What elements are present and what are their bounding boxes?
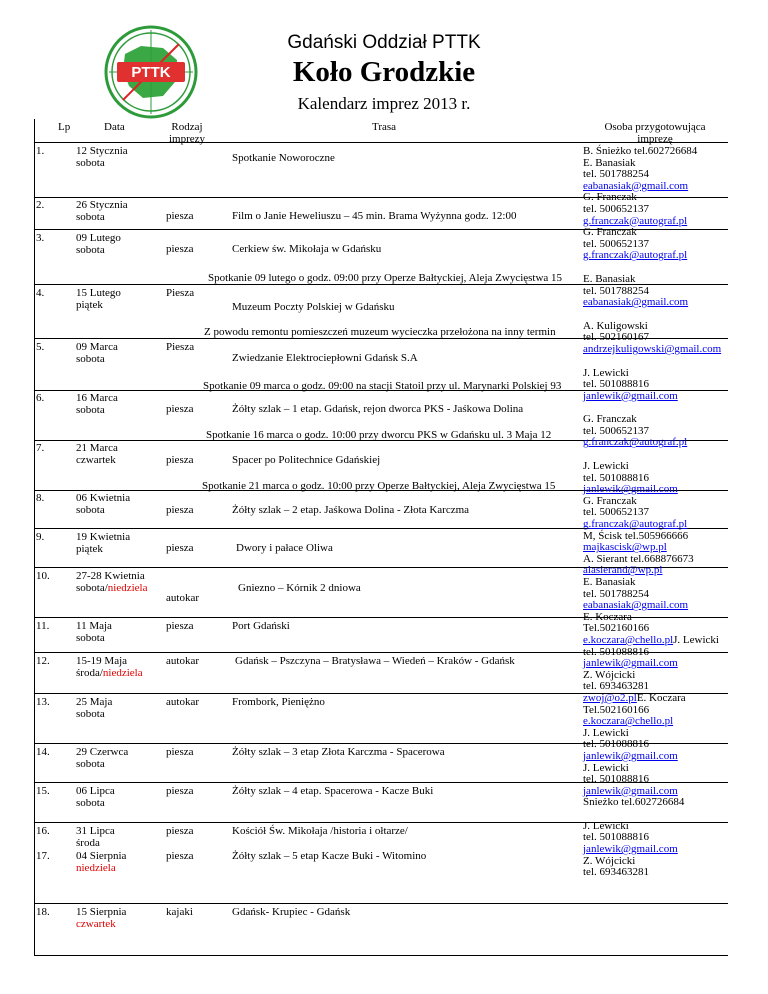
contact-line: B. Śnieżko tel.602726684	[583, 145, 698, 157]
contact-line[interactable]	[583, 436, 721, 448]
row-date: 29 Czerwca sobota	[76, 746, 129, 770]
contact-line[interactable]	[583, 249, 721, 261]
row-number: 5.	[36, 341, 45, 353]
contact-line	[583, 355, 721, 367]
contact-line: tel. 502160167	[583, 331, 649, 344]
row-number: 11.	[36, 620, 50, 632]
row-type: autokar	[166, 655, 199, 667]
row-route: Cerkiew św. Mikołaja w Gdańsku	[232, 243, 382, 255]
contact-line: tel. 501088816	[583, 773, 649, 786]
contact-line: A. Kuligowski	[583, 319, 648, 332]
row-route: Film o Janie Heweliuszu – 45 min. Brama Wyżynna godz. 12:00	[232, 210, 517, 222]
row-date: 15 Lutego piątek	[76, 287, 121, 311]
email-link[interactable]: eabanasiak@gmail.com	[583, 296, 689, 309]
contact-line[interactable]	[583, 215, 721, 227]
contact-line: tel. 693463281	[583, 866, 649, 879]
email-link[interactable]: janlewik@gmail.com	[583, 389, 678, 402]
contact-line: G. Franczak	[583, 494, 637, 507]
row-number: 18.	[36, 906, 50, 918]
row-number: 7.	[36, 442, 45, 454]
contact-line: J. Lewicki	[583, 460, 629, 473]
row-route: Zwiedzanie Elektrociepłowni Gdańsk S.A	[232, 352, 418, 364]
contact-line[interactable]	[583, 541, 721, 553]
row-date: 09 Lutego sobota	[76, 232, 121, 256]
row-date: 27-28 Kwietnia sobota/niedziela	[76, 570, 148, 594]
contact-line: tel. 500652137	[583, 237, 649, 250]
row-date: 12 Stycznia sobota	[76, 145, 128, 169]
email-link[interactable]: g.franczak@autograf.pl	[583, 214, 688, 227]
contact-line[interactable]: zwoj@o2.plE. Koczara	[583, 691, 686, 704]
contact-line: E. Banasiak	[583, 156, 636, 169]
col-header-osoba: Osoba przygotowująca imprezę	[604, 121, 706, 145]
row-number: 8.	[36, 492, 45, 504]
contact-line: tel. 501788254	[583, 168, 649, 181]
contact-line: E. Banasiak	[583, 576, 636, 588]
contact-line: J. Lewicki	[583, 366, 629, 379]
contact-line: Tel.502160166	[583, 703, 650, 716]
contact-line: tel. 501088816	[583, 738, 649, 751]
logo-text: PTTK	[131, 64, 171, 81]
row-type: autokar	[166, 592, 199, 604]
contact-line: tel. 501788254	[583, 284, 649, 297]
note-row: Spotkanie 09 marca o godz. 09:00 na stacji Statoil przy ul. Marynarki Polskiej 93	[203, 380, 562, 392]
email-link[interactable]: janlewik@gmail.com	[583, 784, 678, 797]
contact-line: E. Banasiak	[583, 272, 636, 285]
contact-line[interactable]	[583, 180, 721, 192]
contact-line[interactable]	[583, 296, 721, 308]
row-type: piesza	[166, 746, 194, 758]
row-number: 12.	[36, 655, 50, 667]
row-type: piesza	[166, 620, 194, 632]
row-number: 9.	[36, 531, 45, 543]
row-type: Piesza	[166, 341, 195, 353]
row-route: Gdańsk – Pszczyna – Bratysława – Wiedeń – Kraków - Gdańsk	[235, 655, 515, 667]
contact-line[interactable]	[583, 343, 721, 355]
row-type: kajaki	[166, 906, 193, 918]
contact-line: G. Franczak	[583, 413, 637, 426]
email-link[interactable]: g.franczak@autograf.pl	[583, 518, 688, 531]
contact-line: J. Lewicki	[583, 761, 629, 774]
contact-line[interactable]	[583, 715, 721, 727]
contact-line: tel. 501088816	[583, 378, 649, 391]
contact-line: tel. 501088816	[583, 471, 649, 484]
note-row: Z powodu remontu pomieszczeń muzeum wycieczka przełożona na inny termin	[204, 326, 556, 338]
row-type: piesza	[166, 403, 194, 415]
contact-line	[583, 808, 721, 820]
contact-line	[583, 448, 721, 460]
contact-line: tel. 501788254	[583, 587, 649, 600]
row-route: Dwory i pałace Oliwa	[236, 542, 333, 554]
email-link[interactable]: e.koczara@chello.pl	[583, 715, 674, 728]
row-route: Kościół Św. Mikołaja /historia i ołtarze/	[232, 825, 408, 837]
contact-line[interactable]	[583, 843, 721, 855]
contact-line: Tel.502160166	[583, 622, 650, 635]
contact-column	[583, 145, 721, 878]
row-number: 17.	[36, 850, 50, 862]
contact-line: E. Koczara	[583, 610, 632, 623]
email-link[interactable]: g.franczak@autograf.pl	[583, 249, 688, 262]
row-route: Gdańsk- Krupiec - Gdańsk	[232, 906, 351, 918]
contact-line: tel. 501088816	[583, 645, 649, 658]
email-link[interactable]: janlewik@gmail.com	[583, 657, 678, 670]
contact-line: tel. 500652137	[583, 424, 649, 437]
col-header-rodzaj: Rodzaj imprezy	[168, 121, 206, 145]
contact-line[interactable]: e.koczara@chello.plJ. Lewicki	[583, 633, 719, 646]
contact-line: Z. Wójcicki	[583, 854, 636, 867]
note-row: Spotkanie 09 lutego o godz. 09:00 przy Operze Bałtyckiej, Aleja Zwycięstwa 15	[208, 272, 563, 284]
row-type: piesza	[166, 243, 194, 255]
contact-line	[583, 401, 721, 413]
contact-line: tel. 501088816	[583, 831, 649, 844]
contact-line: tel. 693463281	[583, 680, 649, 693]
row-route: Muzeum Poczty Polskiej w Gdańsku	[232, 301, 395, 313]
row-date: 09 Marca sobota	[76, 341, 118, 365]
contact-line: J. Lewicki	[583, 726, 629, 739]
note-row: Spotkanie 16 marca o godz. 10:00 przy dworcu PKS w Gdańsku ul. 3 Maja 12	[206, 429, 552, 441]
contact-line[interactable]	[583, 750, 721, 762]
row-route: Żółty szlak – 2 etap. Jaśkowa Dolina - Złota Karczma	[232, 504, 470, 516]
row-date: 26 Stycznia sobota	[76, 199, 128, 223]
email-link[interactable]: majkascisk@wp.pl	[583, 541, 667, 554]
row-number: 15.	[36, 785, 50, 797]
contact-line: M, Ścisk tel.505966666	[583, 529, 689, 542]
row-date: 06 Kwietnia sobota	[76, 492, 131, 516]
row-number: 14.	[36, 746, 50, 758]
email-link[interactable]: andrzejkuligowski@gmail.com	[583, 342, 722, 355]
contact-line: Śnieżko tel.602726684	[583, 796, 685, 809]
email-link[interactable]: janlewik@gmail.com	[583, 483, 678, 496]
row-route: Żółty szlak – 3 etap Złota Karczma - Spacerowa	[232, 746, 445, 758]
row-date: 19 Kwietnia piątek	[76, 531, 131, 555]
row-route: Spacer po Politechnice Gdańskiej	[232, 454, 381, 466]
row-date: 11 Maja sobota	[76, 620, 112, 644]
row-type: piesza	[166, 542, 194, 554]
col-header-lp: Lp	[58, 121, 71, 133]
row-date: 21 Marca czwartek	[76, 442, 118, 466]
email-link[interactable]: eabanasiak@gmail.com	[583, 599, 689, 612]
col-header-data: Data	[104, 121, 125, 133]
contact-line: G. Franczak	[583, 191, 637, 204]
contact-line: G. Franczak	[583, 226, 637, 239]
row-type: piesza	[166, 825, 194, 837]
row-type: Piesza	[166, 287, 195, 299]
contact-line: tel. 500652137	[583, 506, 649, 519]
contact-line: tel. 500652137	[583, 202, 649, 215]
row-number: 10.	[36, 570, 50, 582]
row-date: 15 Sierpnia czwartek	[76, 906, 127, 930]
note-row: Spotkanie 21 marca o godz. 10:00 przy Operze Bałtyckiej, Aleja Zwycięstwa 15	[202, 480, 556, 492]
row-route: Żółty szlak – 4 etap. Spacerowa - Kacze Buki	[232, 785, 434, 797]
row-date: 06 Lipca sobota	[76, 785, 115, 809]
row-date: 25 Maja sobota	[76, 696, 113, 720]
contact-line: Z. Wójcicki	[583, 668, 636, 681]
row-route: Żółty szlak – 1 etap. Gdańsk, rejon dworca PKS - Jaśkowa Dolina	[232, 403, 524, 415]
row-type: piesza	[166, 785, 194, 797]
row-date: 15-19 Maja środa/niedziela	[76, 655, 143, 679]
row-route: Spotkanie Noworoczne	[232, 152, 335, 164]
contact-line	[583, 261, 721, 273]
contact-line[interactable]	[583, 599, 721, 611]
contact-line[interactable]	[583, 564, 721, 576]
row-type: piesza	[166, 454, 194, 466]
contact-line	[583, 308, 721, 320]
row-number: 3.	[36, 232, 45, 244]
email-link[interactable]: e.koczara@chello.pl	[583, 633, 674, 646]
row-number: 1.	[36, 145, 45, 157]
org-name: Gdański Oddział PTTK	[287, 32, 481, 53]
email-link[interactable]: janlewik@gmail.com	[583, 749, 678, 762]
row-date: 16 Marca sobota	[76, 392, 118, 416]
contact-line[interactable]	[583, 390, 721, 402]
row-number: 4.	[36, 287, 45, 299]
page-title: Koło Grodzkie	[292, 56, 476, 88]
contact-line[interactable]	[583, 785, 721, 797]
contact-line[interactable]	[583, 483, 721, 495]
page-subtitle: Kalendarz imprez 2013 r.	[297, 94, 471, 113]
row-route: Frombork, Pieniężno	[232, 696, 325, 708]
email-link[interactable]: alasierand@wp.pl	[583, 564, 663, 577]
row-type: autokar	[166, 696, 199, 708]
contact-line: A. Sierant tel.668876673	[583, 552, 694, 565]
email-link[interactable]: eabanasiak@gmail.com	[583, 179, 689, 192]
table-left-border	[34, 119, 35, 955]
contact-line[interactable]	[583, 518, 721, 530]
row-route: Port Gdański	[232, 620, 290, 632]
col-header-trasa: Trasa	[372, 121, 397, 133]
row-type: piesza	[166, 504, 194, 516]
row-number: 2.	[36, 199, 45, 211]
email-link[interactable]: g.franczak@autograf.pl	[583, 436, 688, 449]
contact-line: J. Lewicki	[583, 819, 629, 832]
email-link[interactable]: zwoj@o2.pl	[583, 691, 637, 704]
row-type: piesza	[166, 210, 194, 222]
contact-line[interactable]	[583, 657, 721, 669]
row-route: Gniezno – Kórnik 2 dniowa	[238, 582, 361, 594]
row-date: 04 Sierpnia niedziela	[76, 850, 127, 874]
row-number: 16.	[36, 825, 50, 837]
email-link[interactable]: janlewik@gmail.com	[583, 843, 678, 856]
row-date: 31 Lipca środa	[76, 825, 115, 849]
row-route: Żółty szlak – 5 etap Kacze Buki - Witomino	[232, 850, 427, 862]
row-number: 13.	[36, 696, 50, 708]
row-type: piesza	[166, 850, 194, 862]
row-number: 6.	[36, 392, 45, 404]
